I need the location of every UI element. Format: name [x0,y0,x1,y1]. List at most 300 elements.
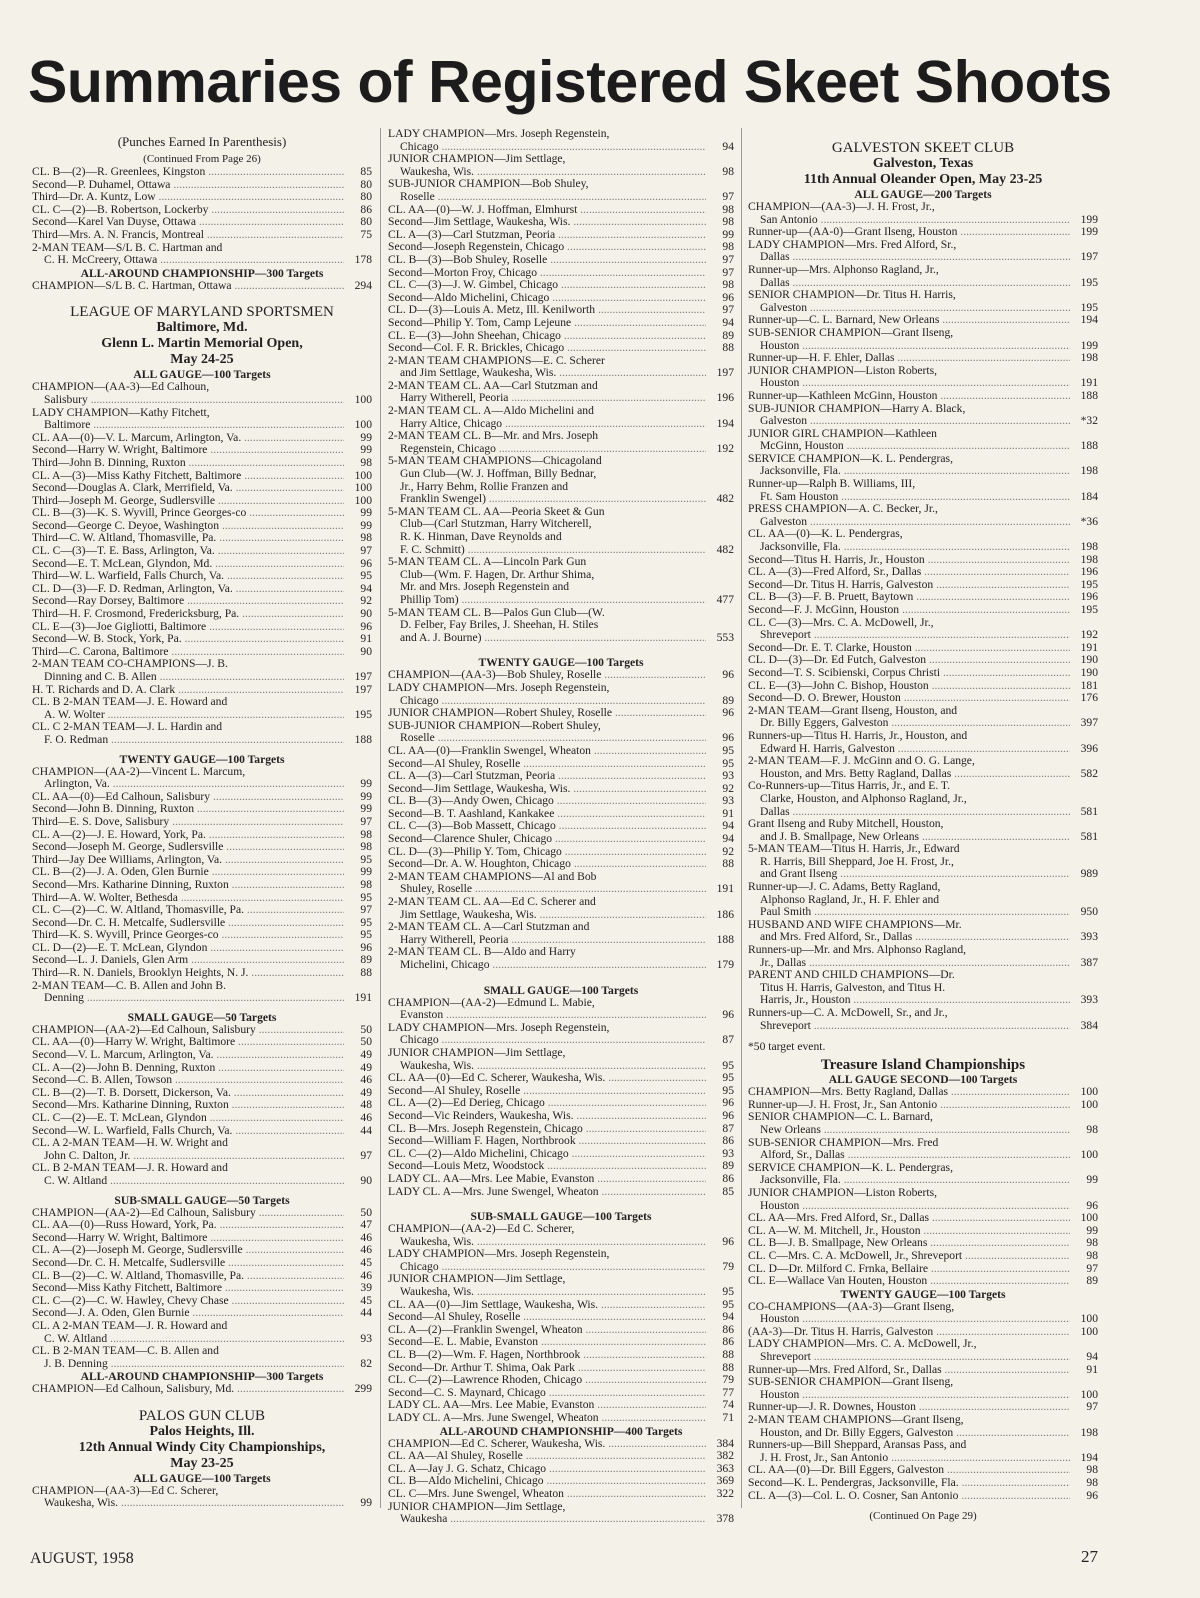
result-entry [748,755,1098,780]
score-value: 95 [360,852,372,866]
page-number: 27 [1081,1547,1098,1566]
result-entry [748,1414,1098,1439]
result-text: Galveston ..... [748,302,1070,315]
score-value: 96 [722,668,734,682]
score-value: 384 [1080,1018,1098,1032]
result-entry [748,1212,1098,1225]
score-value: 582 [1080,766,1098,780]
result-entry [32,1270,372,1283]
score-value: 44 [360,1123,372,1137]
result-entry [748,692,1098,705]
result-entry [748,1187,1098,1212]
result-text: J. H. Frost, Jr., San Antonio ..... [748,1452,1070,1465]
result-text: A. W. Wolter ..... [32,709,344,722]
result-entry [32,242,372,267]
result-entry [388,1387,734,1400]
gauge-heading: ALL-AROUND CHAMPIONSHIP—300 Targets [80,266,324,280]
result-text: 2-MAN TEAM CHAMPIONS—Al and Bob [388,870,597,883]
score-value: 197 [716,366,734,380]
result-text: Waukesha, Wis. ..... [388,1236,706,1249]
score-value: 89 [722,1159,734,1173]
result-entry [388,1110,734,1123]
score-value: 98 [722,240,734,254]
result-text: Shreveport ..... [748,1351,1070,1364]
result-text: Second—Harry W. Wright, Baltimore ..... [32,444,344,457]
score-value: 96 [1086,1488,1098,1502]
result-entry [388,858,734,871]
score-value: 194 [716,416,734,430]
result-text: Second—Aldo Michelini, Chicago ..... [388,292,706,305]
result-text: CL. D—(3)—Philip Y. Tom, Chicago ..... [388,846,706,859]
result-text: Runner-up—H. F. Ehler, Dallas ..... [748,352,1070,365]
result-text: CL. B—Aldo Michelini, Chicago ..... [388,1475,706,1488]
result-text: Roselle ..... [388,191,706,204]
result-text: Gun Club—(W. J. Hoffman, Billy Bednar, [400,468,597,481]
score-value: 88 [722,341,734,355]
result-text: 2-MAN TEAM CO-CHAMPIONS—J. B. [32,658,228,671]
result-text: Runner-up—J. H. Frost, Jr., San Antonio ..... [748,1099,1070,1112]
result-text: CL. A—Jay J. G. Schatz, Chicago ..... [388,1463,706,1476]
score-value: 184 [1080,489,1098,503]
result-text: Second—Al Shuley, Roselle ..... [388,1311,706,1324]
score-value: 100 [354,392,372,406]
score-value: 96 [722,290,734,304]
result-text: 2-MAN TEAM—F. J. McGinn and O. G. Lange, [748,755,975,768]
score-value: 94 [722,315,734,329]
result-entry [32,191,372,204]
result-text: Runner-up—Mrs. Alphonso Ragland, Jr., [748,263,939,276]
result-text: Second—Louis Metz, Woodstock ..... [388,1160,706,1173]
result-text: JUNIOR CHAMPION—Liston Roberts, [748,1186,938,1199]
result-text: Second—Miss Kathy Fitchett, Baltimore ..... [32,1282,344,1295]
score-value: 98 [360,455,372,469]
score-value: 93 [360,1331,372,1345]
result-text: 2-MAN TEAM CHAMPIONS—E. C. Scherer [388,354,605,367]
score-value: 85 [722,1184,734,1198]
page-title: Summaries of Registered Skeet Shoots [28,49,1112,115]
result-entry [748,919,1098,944]
score-value: 95 [722,1285,734,1299]
result-text: Third—John B. Dinning, Ruxton ..... [32,457,344,470]
score-value: 99 [360,865,372,879]
result-text: Runner-up—J. C. Adams, Betty Ragland, [748,881,941,894]
result-entry [32,482,372,495]
score-value: 191 [716,882,734,896]
score-value: 89 [360,953,372,967]
result-entry [388,178,734,203]
result-entry [748,201,1098,226]
result-text: Third—K. S. Wyvill, Prince Georges-co ..... [32,929,344,942]
result-text: Second—C. B. Allen, Towson ..... [32,1074,344,1087]
result-entry [388,669,734,682]
result-text: CL. B 2-MAN TEAM—J. R. Howard and [32,1162,228,1175]
result-text: CL. D—(2)—E. T. McLean, Glyndon ..... [32,942,344,955]
result-entry [32,803,372,816]
result-entry [388,720,734,745]
result-entry [32,980,372,1005]
result-text: Waukesha, Wis. ..... [388,1060,706,1073]
result-text: Alford, Sr., Dallas ..... [748,1149,1070,1162]
result-entry [748,352,1098,365]
club-city: Palos Heights, Ill. [149,1423,255,1439]
score-value: 482 [716,542,734,556]
result-text: 2-MAN TEAM CL. B—Aldo and Harry [388,946,576,959]
result-entry [388,1160,734,1173]
result-text: Arlington, Va. ..... [32,778,344,791]
score-value: 87 [722,1033,734,1047]
result-text: Third—E. S. Dove, Salisbury ..... [32,816,344,829]
result-entry [388,292,734,305]
result-text: 2-MAN TEAM—C. B. Allen and John B. [32,979,226,992]
result-text: CHAMPION—Ed Calhoun, Salisbury, Md. ..... [32,1383,344,1396]
result-entry [388,128,734,153]
result-text: CL. D—Dr. Milford C. Frnka, Bellaire ..... [748,1263,1070,1276]
result-entry [388,1097,734,1110]
result-entry [32,892,372,905]
result-entry [388,946,734,971]
score-value: 49 [360,1060,372,1074]
result-text: CL. B—(3)—F. B. Pruett, Baytown ..... [748,591,1070,604]
score-value: 199 [1080,225,1098,239]
result-entry [388,405,734,430]
score-value: 94 [722,1310,734,1324]
result-text: CHAMPION—(AA-2)—Vincent L. Marcum, [32,765,246,778]
result-entry [32,1024,372,1037]
result-entry [388,745,734,758]
result-text: 2-MAN TEAM CL. B—Mr. and Mrs. Joseph [388,430,599,443]
score-value: 90 [360,1173,372,1187]
score-value: 88 [722,1348,734,1362]
result-text: CL. A—(3)—Col. L. O. Cosner, San Antonio ..... [748,1490,1070,1503]
score-value: 96 [722,731,734,745]
result-text: Second—Jim Settlage, Waukesha, Wis. ..... [388,216,706,229]
result-text: CL. B—J. B. Smallpage, New Orleans ..... [748,1237,1070,1250]
score-value: 94 [722,139,734,153]
result-text: 2-MAN TEAM CL. A—Aldo Michelini and [388,405,594,418]
score-value: 179 [716,958,734,971]
result-entry [32,495,372,508]
score-value: 95 [360,569,372,583]
result-entry [748,667,1098,680]
score-value: 93 [722,794,734,808]
result-text: Houston, and Mrs. Betty Ragland, Dallas ..... [748,768,1070,781]
result-entry [388,871,734,896]
result-text: Second—William F. Hagen, Northbrook ..... [388,1135,706,1148]
result-text: CL. B—(3)—Andy Owen, Chicago ..... [388,795,706,808]
result-text: LADY CL. AA—Mrs. Lee Mabie, Evanston ..... [388,1173,706,1186]
score-value: 98 [722,278,734,292]
score-value: 384 [716,1436,734,1450]
score-value: 100 [1080,1211,1098,1225]
score-value: 176 [1080,691,1098,705]
event-name: Treasure Island Championships [820,1057,1026,1074]
result-entry [748,730,1098,755]
result-text: CL. B—(2)—R. Greenlees, Kingston ..... [32,166,344,179]
score-value: 97 [360,1148,372,1162]
result-entry [32,904,372,917]
result-text: Regenstein, Chicago ..... [388,443,706,456]
result-entry [388,770,734,783]
result-text: SUB-JUNIOR CHAMPION—Robert Shuley, [388,719,601,732]
result-text: CL. B—(2)—T. B. Dorsett, Dickerson, Va. ..... [32,1087,344,1100]
result-text: Runner-up—(AA-0)—Grant Ilseng, Houston ..... [748,226,1070,239]
result-text: LADY CL. A—Mrs. June Swengel, Wheaton ..... [388,1412,706,1425]
score-value: 581 [1080,804,1098,818]
result-entry [388,1336,734,1349]
result-entry [748,528,1098,553]
result-text: and Jim Settlage, Waukesha, Wis. ..... [388,367,706,380]
score-value: 195 [1080,577,1098,591]
result-entry [748,453,1098,478]
result-text: SERVICE CHAMPION—K. L. Pendergras, [748,1161,953,1174]
score-value: 194 [1080,313,1098,327]
result-entry [388,455,734,505]
result-text: HUSBAND AND WIFE CHAMPIONS—Mr. [748,918,962,931]
gauge-heading: ALL GAUGE—100 Targets [133,1471,271,1485]
score-value: 97 [722,252,734,266]
result-entry [32,646,372,659]
result-entry [32,658,372,683]
result-entry [32,558,372,571]
result-text: Jim Settlage, Waukesha, Wis. ..... [388,909,706,922]
result-entry [748,1250,1098,1263]
score-value: 98 [722,202,734,216]
result-entry [32,696,372,721]
result-text: CL. D—(3)—Louis A. Metz, Ill. Kenilworth ..... [388,304,706,317]
result-entry [388,1475,734,1488]
result-text: Mr. and Mrs. Joseph Regenstein and [400,581,570,594]
result-text: Third—Dr. A. Kuntz, Low ..... [32,191,344,204]
result-entry [748,1225,1098,1238]
score-value: 188 [1080,388,1098,402]
result-text: Second—P. Duhamel, Ottawa ..... [32,179,344,192]
result-text: CL. C—Mrs. C. A. McDowell, Jr., Shreveport ..... [748,1250,1070,1263]
result-entry [748,818,1098,843]
spacer [388,972,734,978]
score-value: 96 [722,1108,734,1122]
result-entry [32,633,372,646]
score-value: 97 [360,814,372,828]
result-text: Houston ..... [748,340,1070,353]
score-value: 98 [1086,1248,1098,1262]
result-text: and Mrs. Fred Alford, Sr., Dallas ..... [748,931,1070,944]
score-value: 397 [1080,716,1098,730]
score-value: 89 [722,693,734,707]
score-value: 91 [722,806,734,820]
score-value: 195 [354,707,372,721]
score-value: 98 [722,164,734,178]
score-value: 50 [360,1035,372,1049]
score-value: 85 [360,165,372,178]
result-text: Salisbury ..... [32,394,344,407]
score-value: 96 [722,1234,734,1248]
result-text: LADY CHAMPION—Mrs. Joseph Regenstein, [388,681,610,694]
score-value: 94 [360,581,372,595]
result-text: Jr., Harry Behm, Rollie Franzen and [400,480,569,493]
result-entry [32,766,372,791]
result-text: Second—K. L. Pendergras, Jacksonville, Fla. ..... [748,1477,1070,1490]
result-text: CL. AA—(0)—Dr. Bill Eggers, Galveston ..... [748,1464,1070,1477]
score-value: 192 [716,441,734,455]
score-value: 50 [360,1205,372,1219]
result-entry [32,929,372,942]
result-entry [388,1186,734,1199]
score-value: 92 [360,594,372,608]
score-value: 195 [1080,275,1098,289]
result-entry [388,607,734,645]
result-entry [32,1485,372,1510]
result-entry [32,1244,372,1257]
score-value: 98 [360,877,372,891]
score-value: 188 [1080,439,1098,453]
result-entry [32,216,372,229]
result-text: Harry Witherell, Peoria ..... [388,934,706,947]
result-entry [388,1299,734,1312]
score-value: 96 [722,706,734,720]
result-text: CL. A—(2)—Joseph M. George, Sudlersville ..... [32,1244,344,1257]
result-entry [32,841,372,854]
result-entry [32,457,372,470]
result-entry [748,1111,1098,1136]
club-name: GALVESTON SKEET CLUB [831,140,1015,156]
score-value: 363 [716,1461,734,1475]
gauge-heading: SMALL GAUGE—50 Targets [127,1010,277,1024]
result-entry [32,829,372,842]
result-text: 5-MAN TEAM—Titus H. Harris, Jr., Edward [748,843,960,856]
result-entry [32,791,372,804]
result-text: 2-MAN TEAM—Grant Ilseng, Houston, and [748,704,958,717]
result-entry [32,1062,372,1075]
score-value: 96 [360,940,372,954]
score-value: 95 [722,1083,734,1097]
score-value: 96 [722,1008,734,1022]
result-text: CL. C—(3)—T. E. Bass, Arlington, Va. ..... [32,545,344,558]
result-text: PARENT AND CHILD CHAMPIONS—Dr. [748,969,955,982]
score-value: 100 [1080,1387,1098,1401]
score-value: 95 [360,890,372,904]
score-value: 369 [716,1474,734,1488]
result-text: CL. E—(3)—John Sheehan, Chicago ..... [388,330,706,343]
result-text: CL. A—(2)—Ed Derieg, Chicago ..... [388,1097,706,1110]
result-text: CL. AA—(0)—W. J. Hoffman, Elmhurst ..... [388,204,706,217]
result-text: Franklin Swengel) ..... [388,493,706,506]
result-entry [388,1273,734,1298]
result-entry [32,1282,372,1295]
result-text: JUNIOR CHAMPION—Jim Settlage, [388,153,566,166]
result-entry [748,554,1098,567]
result-text: R. Harris, Bill Sheppard, Joe H. Frost, Jr., [760,855,954,868]
result-entry [32,1036,372,1049]
result-text: Chicago ..... [388,1034,706,1047]
result-entry [748,843,1098,881]
result-entry [32,166,372,179]
score-value: 45 [360,1255,372,1269]
result-text: (AA-3)—Dr. Titus H. Harris, Galveston ..... [748,1326,1070,1339]
score-value: 99 [360,518,372,532]
result-text: CL. AA—(0)—K. L. Pendergras, [748,528,903,541]
gauge-heading: ALL-AROUND CHAMPIONSHIP—300 Targets [80,1370,324,1384]
result-text: R. K. Hinman, Dave Reynolds and [400,531,562,543]
score-value: 96 [360,556,372,570]
score-value: 93 [722,1146,734,1160]
result-text: CL. C—(2)—C. W. Altland, Thomasville, Pa. ..... [32,904,344,917]
event-name: Glenn L. Martin Memorial Open, [101,336,303,352]
result-entry [32,432,372,445]
result-text: JUNIOR CHAMPION—Jim Settlage, [388,1500,566,1513]
result-entry [388,1501,734,1526]
score-value: 94 [722,819,734,833]
score-value: 79 [722,1259,734,1273]
score-value: 80 [360,190,372,204]
score-value: 74 [722,1398,734,1412]
result-text: Houston ..... [748,377,1070,390]
result-text: Edward H. Harris, Galveston ..... [748,743,1070,756]
score-value: 92 [722,844,734,858]
result-entry [32,854,372,867]
result-entry [388,241,734,254]
result-text: 2-MAN TEAM CL. AA—Ed C. Scherer and [388,896,596,909]
result-text: Second—Dr. E. T. Clarke, Houston ..... [748,642,1070,655]
score-value: 98 [360,840,372,854]
result-text: D. Felber, Fay Briles, J. Sheehan, H. Stiles [400,619,599,632]
result-entry [32,444,372,457]
score-value: 92 [722,781,734,795]
result-text: CL. A—(2)—Franklin Swengel, Wheaton ..... [388,1324,706,1337]
result-text: Grant Ilseng and Ruby Mitchell, Houston, [748,818,944,831]
result-text: Second—Dr. C. H. Metcalfe, Sudlersville ..... [32,917,344,930]
result-entry [388,1022,734,1047]
result-text: Second—Dr. Titus H. Harris, Galveston ..... [748,579,1070,592]
score-value: *32 [1080,414,1098,428]
result-entry [32,1320,372,1345]
result-entry [388,1374,734,1387]
result-entry [388,1173,734,1186]
score-value: 99 [1086,1173,1098,1187]
result-text: Second—Al Shuley, Roselle ..... [388,758,706,771]
score-value: 88 [360,966,372,980]
result-entry [748,566,1098,579]
score-value: 79 [722,1373,734,1387]
score-value: 378 [716,1512,734,1526]
result-entry [388,1362,734,1375]
result-text: Harry Altice, Chicago ..... [388,418,706,431]
column-divider [380,128,381,1508]
score-value: 95 [360,915,372,929]
score-value: 95 [722,743,734,757]
result-text: SENIOR CHAMPION—C. L. Barnard, [748,1111,933,1124]
result-text: Second—D. O. Brewer, Houston ..... [748,692,1070,705]
column-3 [748,128,1098,1523]
result-text: 5-MAN TEAM CL. A—Lincoln Park Gun [388,556,587,569]
score-value: 100 [1080,1085,1098,1099]
result-text: Runners-up—Bill Sheppard, Aransas Pass, and [748,1439,967,1452]
result-text: Dallas ..... [748,251,1070,264]
result-text: H. T. Richards and D. A. Clark ..... [32,684,344,697]
result-text: Second—Vic Reinders, Waukesha, Wis. ..... [388,1110,706,1123]
score-value: 393 [1080,993,1098,1007]
result-text: Second—Dr. Arthur T. Shima, Oak Park ..... [388,1362,706,1375]
score-value: 98 [1086,1122,1098,1136]
result-entry [748,503,1098,528]
score-value: 94 [722,832,734,846]
result-entry [32,179,372,192]
result-text: 2-MAN TEAM CL. A—Carl Stutzman and [388,921,590,934]
result-entry [32,470,372,483]
result-text: SUB-SENIOR CHAMPION—Grant Ilseng, [748,326,954,339]
result-text: New Orleans ..... [748,1124,1070,1137]
result-text: Second—Mrs. Katharine Dinning, Ruxton ..... [32,879,344,892]
result-text: CHAMPION—Mrs. Betty Ragland, Dallas ..... [748,1086,1070,1099]
